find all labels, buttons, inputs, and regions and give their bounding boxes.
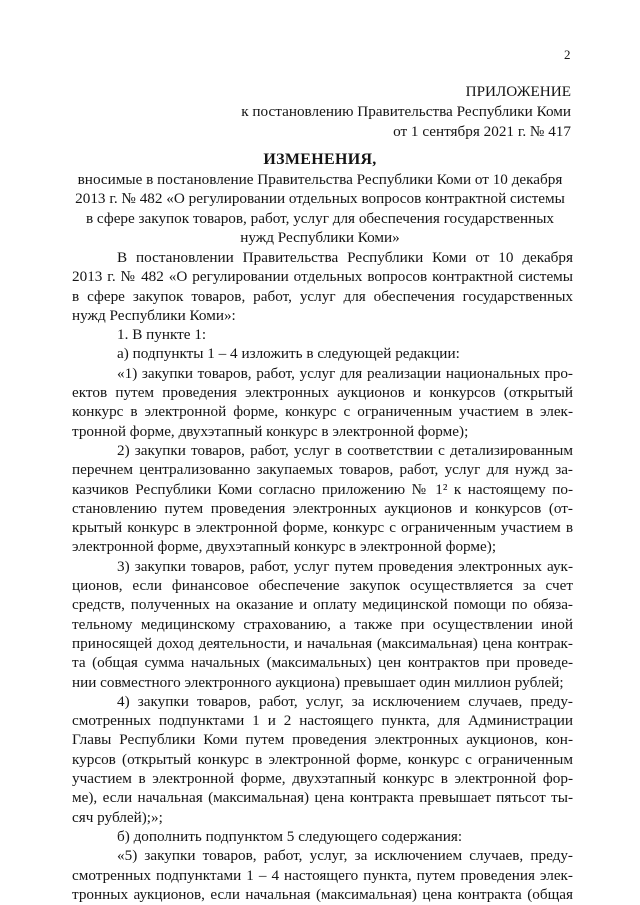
body-line: ектов путем проведения электронных аукционов и конкурсов (открытый — [72, 384, 573, 402]
body-line: казчиков Республики Коми согласно приложению № 1² к настоящему по- — [72, 480, 573, 498]
body-line: 1. В пункте 1: — [117, 326, 207, 344]
body-line: б) дополнить подпунктом 5 следующего содержания: — [117, 827, 463, 845]
body-line: та (общая сумма начальных (максимальных) цен контрактов при проведе- — [72, 654, 573, 672]
body-line: 4) закупки товаров, работ, услуг, за исключением случаев, преду- — [117, 692, 573, 710]
document-body — [72, 248, 573, 904]
body-line: В постановлении Правительства Республики Коми от 10 декабря — [117, 249, 573, 266]
body-line: приносящей доход деятельности, и начальная (максимальная) цена контрак- — [72, 634, 573, 652]
body-line: «1) закупки товаров, работ, услуг для реализации национальных про- — [117, 364, 573, 382]
body-line: в сфере закупок товаров, работ, услуг для обеспечения государственных — [72, 287, 573, 305]
heading-line: нужд Республики Коми» — [240, 229, 400, 246]
heading-line: 2013 г. № 482 «О регулировании отдельных вопросов контрактной системы — [75, 190, 565, 207]
appendix-block — [241, 82, 571, 142]
body-line: перечнем централизованно закупаемых товаров, работ, услуг для нужд за- — [72, 461, 573, 479]
document-heading — [70, 150, 570, 248]
body-line: Главы Республики Коми путем проведения электронных аукционов, кон- — [72, 731, 573, 749]
body-line: сяч рублей);»; — [72, 808, 163, 826]
body-line: средств, полученных на оказание и оплату медицинской помощи по обяза- — [72, 596, 573, 614]
body-line: курсов (открытый конкурс в электронной форме, конкурс с ограниченным — [72, 750, 573, 768]
appendix-date-line: от 1 сентября 2021 г. № 417 — [393, 123, 571, 140]
body-line: а) подпункты 1 – 4 изложить в следующей редакции: — [117, 345, 460, 363]
body-line: тронной форме, двухэтапный конкурс в электронной форме); — [72, 422, 469, 440]
body-line: становлению путем проведения электронных аукционов и конкурсов (от- — [72, 499, 573, 517]
body-line: смотренных подпунктами 1 и 2 настоящего пункта, для Администрации — [72, 712, 573, 730]
heading-line: вносимые в постановление Правительства Республики Коми от 10 декабря — [77, 170, 563, 188]
appendix-resolution-line: к постановлению Правительства Республики Коми — [241, 103, 571, 120]
body-line: тельному медицинскому страхованию, а также при осуществлении иной — [72, 615, 573, 633]
body-line: смотренных подпунктами 1 – 4 настоящего пункта, путем проведения элек- — [72, 866, 573, 884]
body-line: крытый конкурс в электронной форме, конкурс с ограниченным участием в — [72, 519, 573, 537]
body-line: 2) закупки товаров, работ, услуг в соответствии с детализированным — [117, 441, 573, 459]
body-line: нужд Республики Коми»: — [72, 306, 236, 324]
heading-line: в сфере закупок товаров, работ, услуг для обеспечения государственных — [85, 209, 555, 227]
body-line: ме), если начальная (максимальная) цена контракта превышает пятьсот ты- — [72, 789, 573, 807]
body-line: «5) закупки товаров, работ, услуг, за исключением случаев, преду- — [117, 847, 573, 865]
body-line: тронных аукционов, если начальная (максимальная) цена контракта (общая — [72, 885, 573, 903]
appendix-label: ПРИЛОЖЕНИЕ — [465, 83, 571, 100]
body-line: нии совместного электронного аукциона) превышает один миллион рублей; — [72, 673, 564, 691]
body-line: ционов, если финансовое обеспечение закупок осуществляется за счет — [72, 577, 573, 595]
body-line: электронной форме, двухэтапный конкурс в электронной форме); — [72, 538, 497, 556]
body-line: участием в электронной форме, двухэтапный конкурс в электронной фор- — [72, 770, 573, 788]
body-line: 3) закупки товаров, работ, услуг путем проведения электронных аук- — [117, 557, 573, 575]
heading-subtitle — [70, 170, 570, 248]
heading-title: ИЗМЕНЕНИЯ, — [263, 151, 377, 168]
page-number: 2 — [564, 47, 571, 62]
body-line: конкурс в электронной форме, конкурс с ограниченным участием в элек- — [72, 403, 573, 421]
body-line: 2013 г. № 482 «О регулировании отдельных вопросов контрактной системы — [72, 268, 573, 286]
